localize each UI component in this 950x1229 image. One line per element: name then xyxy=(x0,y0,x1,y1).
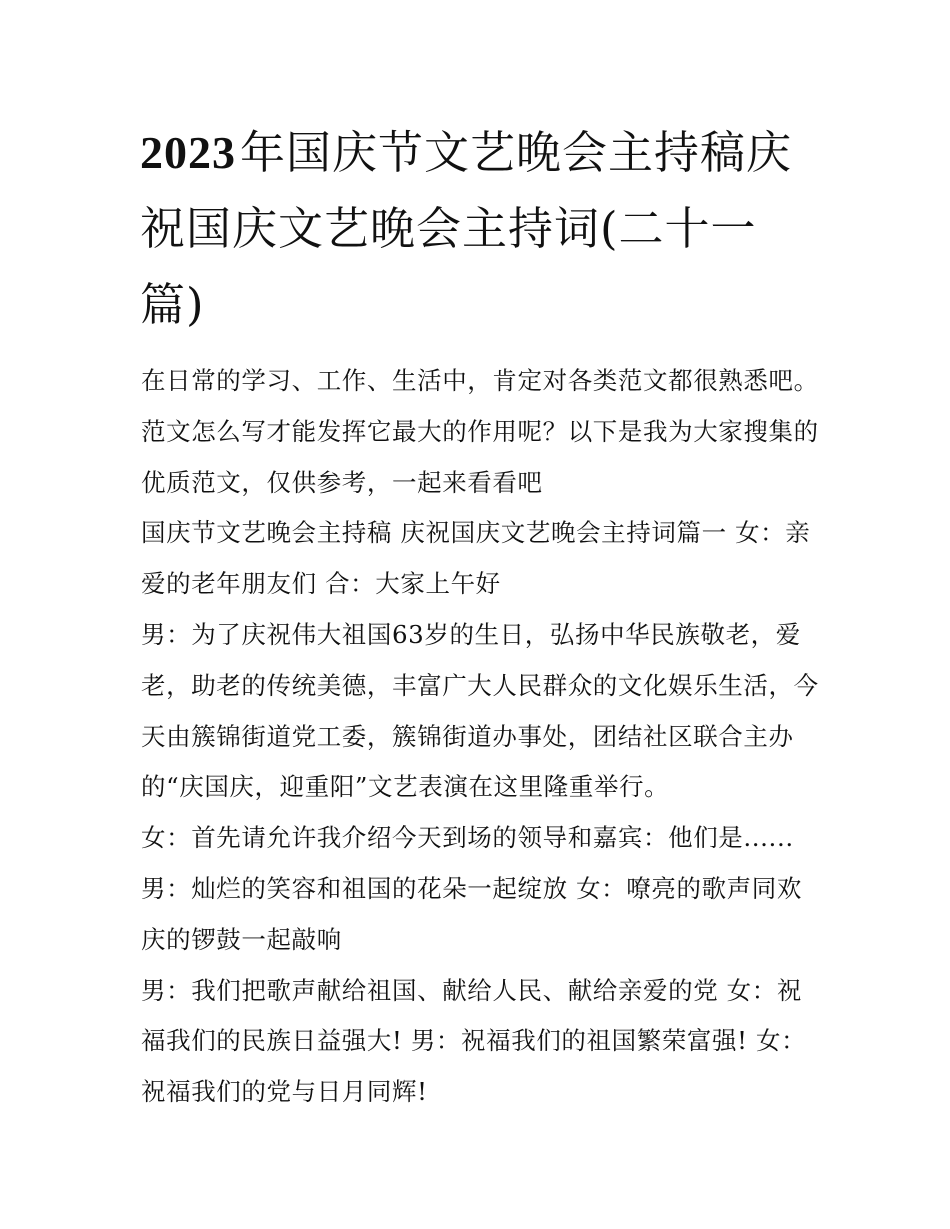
paragraph-female-1: 女：首先请允许我介绍今天到场的领导和嘉宾：他们是...... xyxy=(141,823,794,853)
document-body xyxy=(141,356,821,1118)
document-title xyxy=(140,115,820,343)
title-year: 2023 xyxy=(140,127,236,178)
paragraph-male-2: 男：灿烂的笑容和祖国的花朵一起绽放 女：嘹亮的歌声同欢庆的锣鼓一起敲响 xyxy=(141,873,802,954)
paragraph-closing: 男：我们把歌声献给祖国、献给人民、献给亲爱的党 女：祝福我们的民族日益强大! 男：祝福我们的祖国繁荣富强! 女：祝福我们的党与日月同辉! xyxy=(141,975,807,1107)
title-text: 年国庆节文艺晚会主持稿庆祝国庆文艺晚会主持词(二十一篇) xyxy=(140,126,793,331)
paragraph-opening: 国庆节文艺晚会主持稿 庆祝国庆文艺晚会主持词篇一 女：亲爱的老年朋友们 合：大家上午好 xyxy=(141,518,811,599)
paragraph-intro: 在日常的学习、工作、生活中，肯定对各类范文都很熟悉吧。范文怎么写才能发挥它最大的作用呢？以下是我为大家搜集的优质范文，仅供参考，一起来看看吧 xyxy=(141,366,819,497)
paragraph-male-1: 男：为了庆祝伟大祖国63岁的生日，弘扬中华民族敬老，爱老，助老的传统美德，丰富广大人民群众的文化娱乐生活，今天由簇锦街道党工委，簇锦街道办事处，团结社区联合主办的“庆国庆，迎重阳”文艺表演在这里隆重举行。 xyxy=(141,619,819,802)
